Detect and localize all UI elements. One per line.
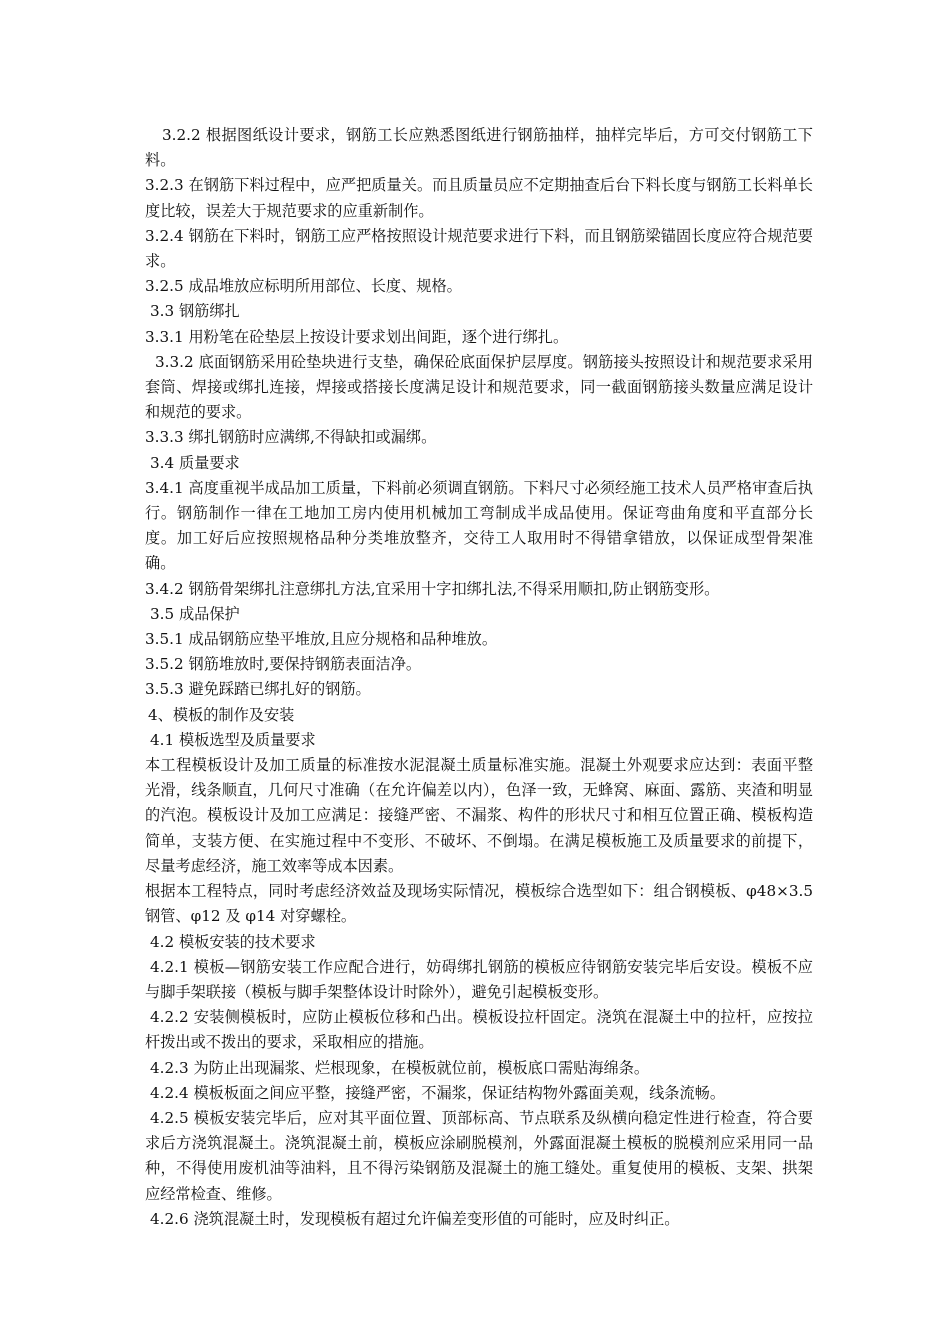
paragraph-h-3-5: 3.5 成品保护: [150, 604, 240, 623]
paragraph-p-3-3-2: 3.3.2 底面钢筋采用砼垫块进行支垫，确保砼底面保护层厚度。钢筋接头按照设计和规范要求采用套筒、焊接或绑扎连接，焊接或搭接长度满足设计和规范要求，同一截面钢筋接头数量应满足设计和规范的要求。: [145, 352, 813, 422]
paragraph-p-3-5-3: 3.5.3 避免踩踏已绑扎好的钢筋。: [145, 680, 371, 699]
paragraph-p-4-2-2: 4.2.2 安装侧模板时，应防止模板位移和凸出。模板设拉杆固定。浇筑在混凝土中的拉杆，应按拉杆拨出或不拨出的要求，采取相应的措施。: [145, 1008, 813, 1052]
paragraph-p-4-1-b: 根据本工程特点，同时考虑经济效益及现场实际情况，模板综合选型如下：组合钢模板、φ48×3.5 钢管、φ12 及 φ14 对穿螺栓。: [145, 882, 813, 926]
paragraph-h-4: 4、模板的制作及安装: [148, 705, 295, 724]
paragraph-p-4-2-5: 4.2.5 模板安装完毕后，应对其平面位置、顶部标高、节点联系及纵横向稳定性进行检查，符合要求后方浇筑混凝土。浇筑混凝土前，模板应涂刷脱模剂，外露面混凝土模板的脱模剂应采用同一品种，不得使用废机油等油料，且不得污染钢筋及混凝土的施工缝处。重复使用的模板、支架、拱架应经常检查、维修。: [145, 1108, 813, 1203]
paragraph-p-3-5-2: 3.5.2 钢筋堆放时,要保持钢筋表面洁净。: [145, 655, 422, 674]
paragraph-p-3-3-1: 3.3.1 用粉笔在砼垫层上按设计要求划出间距，逐个进行绑扎。: [145, 327, 569, 346]
paragraph-p-3-2-5: 3.2.5 成品堆放应标明所用部位、长度、规格。: [145, 277, 462, 296]
paragraph-p-3-2-4: 3.2.4 钢筋在下料时，钢筋工应严格按照设计规范要求进行下料，而且钢筋梁锚固长度应符合规范要求。: [145, 226, 813, 271]
paragraph-p-4-2-1: 4.2.1 模板—钢筋安装工作应配合进行，妨碍绑扎钢筋的模板应待钢筋安装完毕后安设。模板不应与脚手架联接（模板与脚手架整体设计时除外），避免引起模板变形。: [145, 957, 813, 1001]
paragraph-h-3-4: 3.4 质量要求: [150, 453, 240, 472]
paragraph-h-4-1: 4.1 模板选型及质量要求: [150, 730, 316, 749]
paragraph-p-3-2-2: 3.2.2 根据图纸设计要求，钢筋工长应熟悉图纸进行钢筋抽样，抽样完毕后，方可交付钢筋工下料。: [145, 126, 813, 170]
paragraph-p-3-3-3: 3.3.3 绑扎钢筋时应满绑,不得缺扣或漏绑。: [145, 428, 437, 447]
document-body: [145, 123, 813, 1232]
paragraph-p-3-4-2: 3.4.2 钢筋骨架绑扎注意绑扎方法,宜采用十字扣绑扎法,不得采用顺扣,防止钢筋变形。: [145, 579, 720, 598]
paragraph-p-4-2-6: 4.2.6 浇筑混凝土时，发现模板有超过允许偏差变形值的可能时，应及时纠正。: [150, 1209, 680, 1228]
paragraph-h-4-2: 4.2 模板安装的技术要求: [150, 932, 316, 951]
paragraph-p-4-2-3: 4.2.3 为防止出现漏浆、烂根现象，在模板就位前，模板底口需贴海绵条。: [150, 1058, 650, 1077]
paragraph-p-3-4-1: 3.4.1 高度重视半成品加工质量，下料前必须调直钢筋。下料尺寸必须经施工技术人员严格审查后执行。钢筋制作一律在工地加工房内使用机械加工弯制成半成品使用。保证弯曲角度和平直部分长度。加工好后应按照规格品种分类堆放整齐，交待工人取用时不得错拿错放，以保证成型骨架准确。: [145, 478, 813, 573]
paragraph-p-3-5-1: 3.5.1 成品钢筋应垫平堆放,且应分规格和品种堆放。: [145, 630, 498, 649]
paragraph-p-4-2-4: 4.2.4 模板板面之间应平整，接缝严密，不漏浆，保证结构物外露面美观，线条流畅。: [150, 1083, 726, 1102]
paragraph-h-3-3: 3.3 钢筋绑扎: [150, 302, 240, 321]
paragraph-p-4-1-a: 本工程模板设计及加工质量的标准按水泥混凝土质量标准实施。混凝土外观要求应达到：表面平整光滑，线条顺直，几何尺寸准确（在允许偏差以内），色泽一致，无蜂窝、麻面、露筋、夹渣和明显的汽泡。模板设计及加工应满足：接缝严密、不漏浆、构件的形状尺寸和相互位置正确、模板构造简单，支装方便、在实施过程中不变形、不破坏、不倒塌。在满足模板施工及质量要求的前提下，尽量考虑经济，施工效率等成本因素。: [145, 756, 813, 875]
paragraph-p-3-2-3: 3.2.3 在钢筋下料过程中，应严把质量关。而且质量员应不定期抽查后台下料长度与钢筋工长料单长度比较，误差大于规范要求的应重新制作。: [145, 176, 813, 220]
